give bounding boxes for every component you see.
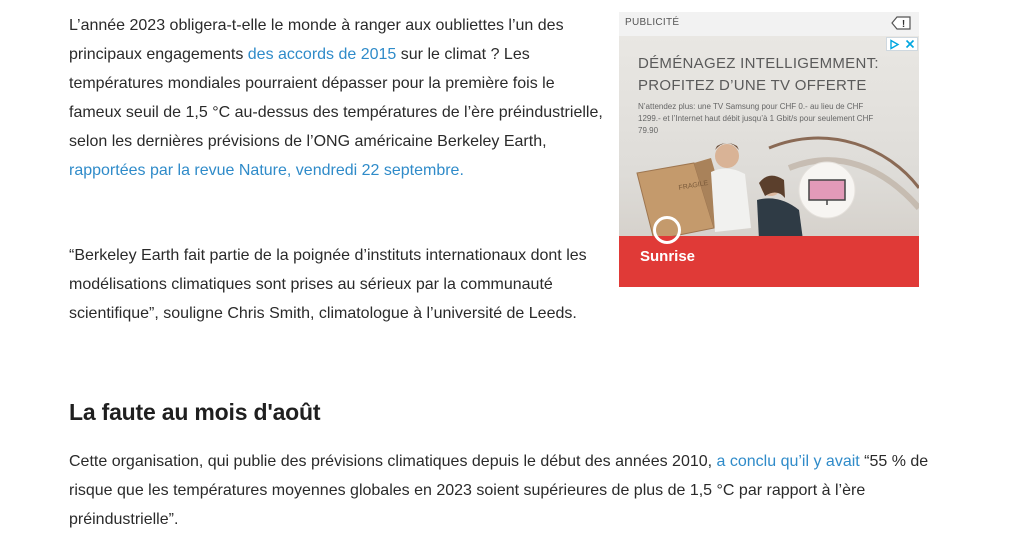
- adchoices-badge[interactable]: [886, 37, 918, 51]
- person-woman-clothes: [757, 198, 803, 240]
- person-man-head: [715, 144, 739, 168]
- link-conclusion[interactable]: a conclu qu’il y avait: [716, 453, 860, 470]
- report-flag-icon[interactable]: [891, 15, 913, 31]
- paragraph-text: “55 % de risque que les températures moyennes globales en 2023 soient supérieures de plus de 1,5 °C par rapport à l’ère préindustrielle”.: [69, 453, 929, 528]
- ad-headline-line-1: DÉMÉNAGEZ INTELLIGEMMENT:: [638, 55, 879, 72]
- ad-headline: [638, 53, 908, 97]
- ad-subtext: N’attendez plus: une TV Samsung pour CHF 0.- au lieu de CHF 1299.- et l’Internet haut débit jusqu’à 1 Gbit/s pour seulement CHF 79.90: [638, 102, 874, 135]
- article-paragraph-1: [69, 11, 604, 185]
- box-label: FRAGILE: [678, 179, 709, 192]
- tv-icon: [809, 180, 845, 200]
- section-heading: La faute au mois d'août: [69, 399, 321, 425]
- article-paragraph-2: “Berkeley Earth fait partie de la poignée d’instituts internationaux dont les modélisations climatiques sont prises au sérieux par la communauté scientifique”, souligne Chris Smith, climatologue à l’université de Leeds.: [69, 247, 587, 322]
- person-man-shirt: [711, 168, 751, 232]
- adchoices-close-icon[interactable]: [905, 39, 915, 49]
- article-paragraph-3: [69, 447, 949, 534]
- adchoices-play-icon[interactable]: [889, 39, 900, 50]
- ad-creative[interactable]: [619, 36, 919, 287]
- paragraph-text: Cette organisation, qui publie des prévisions climatiques depuis le début des années 2010,: [69, 453, 717, 470]
- paragraph-text: L’année 2023 obligera-t-elle le monde à ranger aux oubliettes l’un des principaux engagements: [69, 17, 564, 63]
- brand-circle-logo: [653, 216, 681, 244]
- ad-label: PUBLICITÉ: [625, 17, 680, 28]
- report-flag-text: !: [901, 19, 906, 30]
- ad-headline-line-2: PROFITEZ D’UNE TV OFFERTE: [638, 77, 867, 94]
- link-accords-2015[interactable]: des accords de 2015: [247, 46, 397, 63]
- ad-brand-name: Sunrise: [640, 248, 696, 265]
- link-nature-article[interactable]: rapportées par la revue Nature, vendredi 22 septembre.: [69, 162, 464, 179]
- advertisement: [619, 12, 919, 287]
- paragraph-text: sur le climat ? Les températures mondiales pourraient dépasser pour la première fois le fameux seuil de 1,5 °C au-dessus des températures de l’ère préindustrielle, selon les dernières prévisions de l’ONG américaine Berkeley Earth,: [69, 46, 603, 150]
